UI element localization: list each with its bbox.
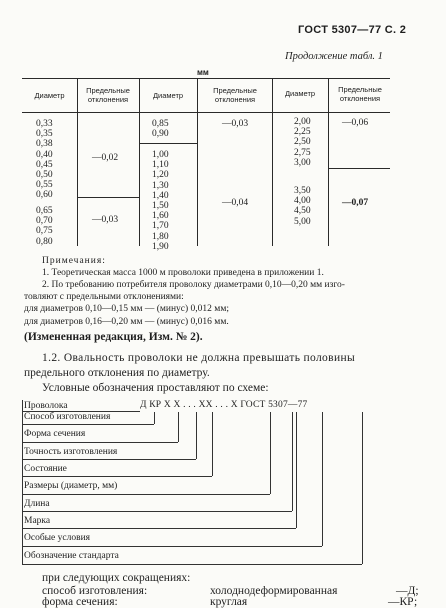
note-1: 1. Теоретическая масса 1000 м проволоки приведена в приложении 1.	[42, 268, 324, 278]
group1-diameters-a: 0,33 0,35 0,38 0,40 0,45 0,50 0,55 0,60	[36, 119, 53, 201]
table-vline-5	[328, 78, 329, 246]
note-2a: 2. По требованию потребителя проволоку диаметрами 0,10—0,20 мм изго-	[42, 280, 345, 290]
th-diameter-3: Диаметр	[284, 89, 316, 98]
scheme-vline-4	[212, 412, 213, 476]
group3-deviation-b: —0,07	[342, 198, 369, 208]
group2-diameters-b: 1,00 1,10 1,20 1,30 1,40 1,50 1,60 1,70 1,80 1,90	[152, 150, 169, 252]
scheme-vline-5	[270, 412, 271, 494]
scheme-hline-1	[22, 424, 154, 425]
scheme-label-9: Обозначение стандарта	[24, 551, 119, 561]
abbrev-row2-value: круглая	[210, 596, 248, 608]
scheme-code-line: Д КР Х Х . . . ХХ . . . Х ГОСТ 5307—77	[140, 400, 308, 410]
abbrev-row1-label: способ изготовления:	[42, 585, 148, 597]
th-deviation-2: Предельные отклонения	[213, 86, 257, 104]
group2-deviation-b: —0,04	[222, 198, 249, 208]
table-continuation: Продолжение табл. 1	[285, 51, 383, 62]
scheme-vline-1	[154, 412, 155, 424]
edition-note: (Измененная редакция, Изм. № 2).	[24, 331, 203, 343]
scheme-intro: Условные обозначения проставляют по схеме:	[42, 382, 269, 394]
scheme-vline-3	[196, 412, 197, 459]
scheme-vline-9	[362, 412, 363, 564]
th-diameter-2: Диаметр	[152, 91, 184, 100]
paragraph-1-2-line1: 1.2. Овальность проволоки не должна превышать половины	[42, 352, 356, 364]
scheme-vline-7	[296, 412, 297, 528]
scheme-hline-8	[22, 546, 322, 547]
table-vline-1	[77, 78, 78, 246]
group2-diameters-a: 0,85 0,90	[152, 119, 169, 140]
scheme-hline-3	[22, 459, 196, 460]
scheme-vline-2	[178, 412, 179, 442]
scheme-label-2: Форма сечения	[24, 429, 86, 439]
paragraph-1-2-line2: предельного отклонения по диаметру.	[24, 367, 210, 379]
abbrev-row2-code: —КР;	[388, 596, 418, 608]
table-vline-4	[272, 78, 273, 246]
abbrev-intro: при следующих сокращениях:	[42, 572, 191, 584]
group1-deviation-b: —0,03	[92, 215, 119, 225]
notes-title: Примечания:	[42, 256, 106, 266]
scheme-label-7: Марка	[24, 516, 51, 526]
group1-divider	[77, 197, 139, 198]
note-2d: для диаметров 0,16—0,20 мм — (минус) 0,016 мм.	[24, 317, 229, 327]
group2-deviation-a: —0,03	[222, 119, 249, 129]
scheme-vline-8	[322, 412, 323, 546]
scheme-label-5: Размеры (диаметр, мм)	[24, 481, 118, 491]
group3-diameters-a: 2,00 2,25 2,50 2,75 3,00	[294, 117, 311, 168]
group1-deviation-a: —0,02	[92, 153, 119, 163]
group2-divider	[139, 143, 197, 144]
page-header: ГОСТ 5307—77 С. 2	[298, 24, 407, 36]
scheme-label-3: Точность изготовления	[24, 447, 118, 457]
note-2b: товляют с предельными отклонениями:	[24, 292, 184, 302]
scheme-hline-9	[22, 564, 362, 565]
group3-divider	[328, 168, 390, 169]
scheme-vline-6	[292, 412, 293, 511]
th-deviation-3: Предельные отклонения	[338, 85, 382, 103]
scheme-hline-2	[22, 442, 178, 443]
group1-diameters-b: 0,65 0,70 0,75 0,80	[36, 206, 53, 247]
scheme-hline-5	[22, 494, 270, 495]
group3-deviation-a: —0,06	[342, 118, 369, 128]
scheme-hline-6	[22, 511, 292, 512]
note-2c: для диаметров 0,10—0,15 мм — (минус) 0,012 мм;	[24, 304, 229, 314]
scheme-hline-4	[22, 476, 212, 477]
scheme-label-6: Длина	[24, 499, 50, 509]
scheme-hline-7	[22, 528, 296, 529]
table-vline-2	[139, 78, 140, 246]
scheme-left-edge	[22, 400, 23, 564]
scheme-label-4: Состояние	[24, 464, 67, 474]
table-vline-3	[197, 78, 198, 246]
group3-diameters-b: 3,50 4,00 4,50 5,00	[294, 186, 311, 227]
abbrev-row1-code: —Д;	[396, 585, 419, 597]
abbrev-row1-value: холоднодеформированная	[210, 585, 338, 597]
abbrev-row2-label: форма сечения:	[42, 596, 118, 608]
scheme-hline-0	[22, 411, 140, 412]
scheme-label-1: Способ изготовления	[24, 412, 111, 422]
scheme-label-0: Проволока	[24, 401, 68, 411]
th-deviation-1: Предельные отклонения	[86, 86, 130, 104]
unit-label: мм	[197, 68, 209, 77]
scheme-label-8: Особые условия	[24, 533, 91, 543]
th-diameter-1: Диаметр	[34, 91, 65, 100]
